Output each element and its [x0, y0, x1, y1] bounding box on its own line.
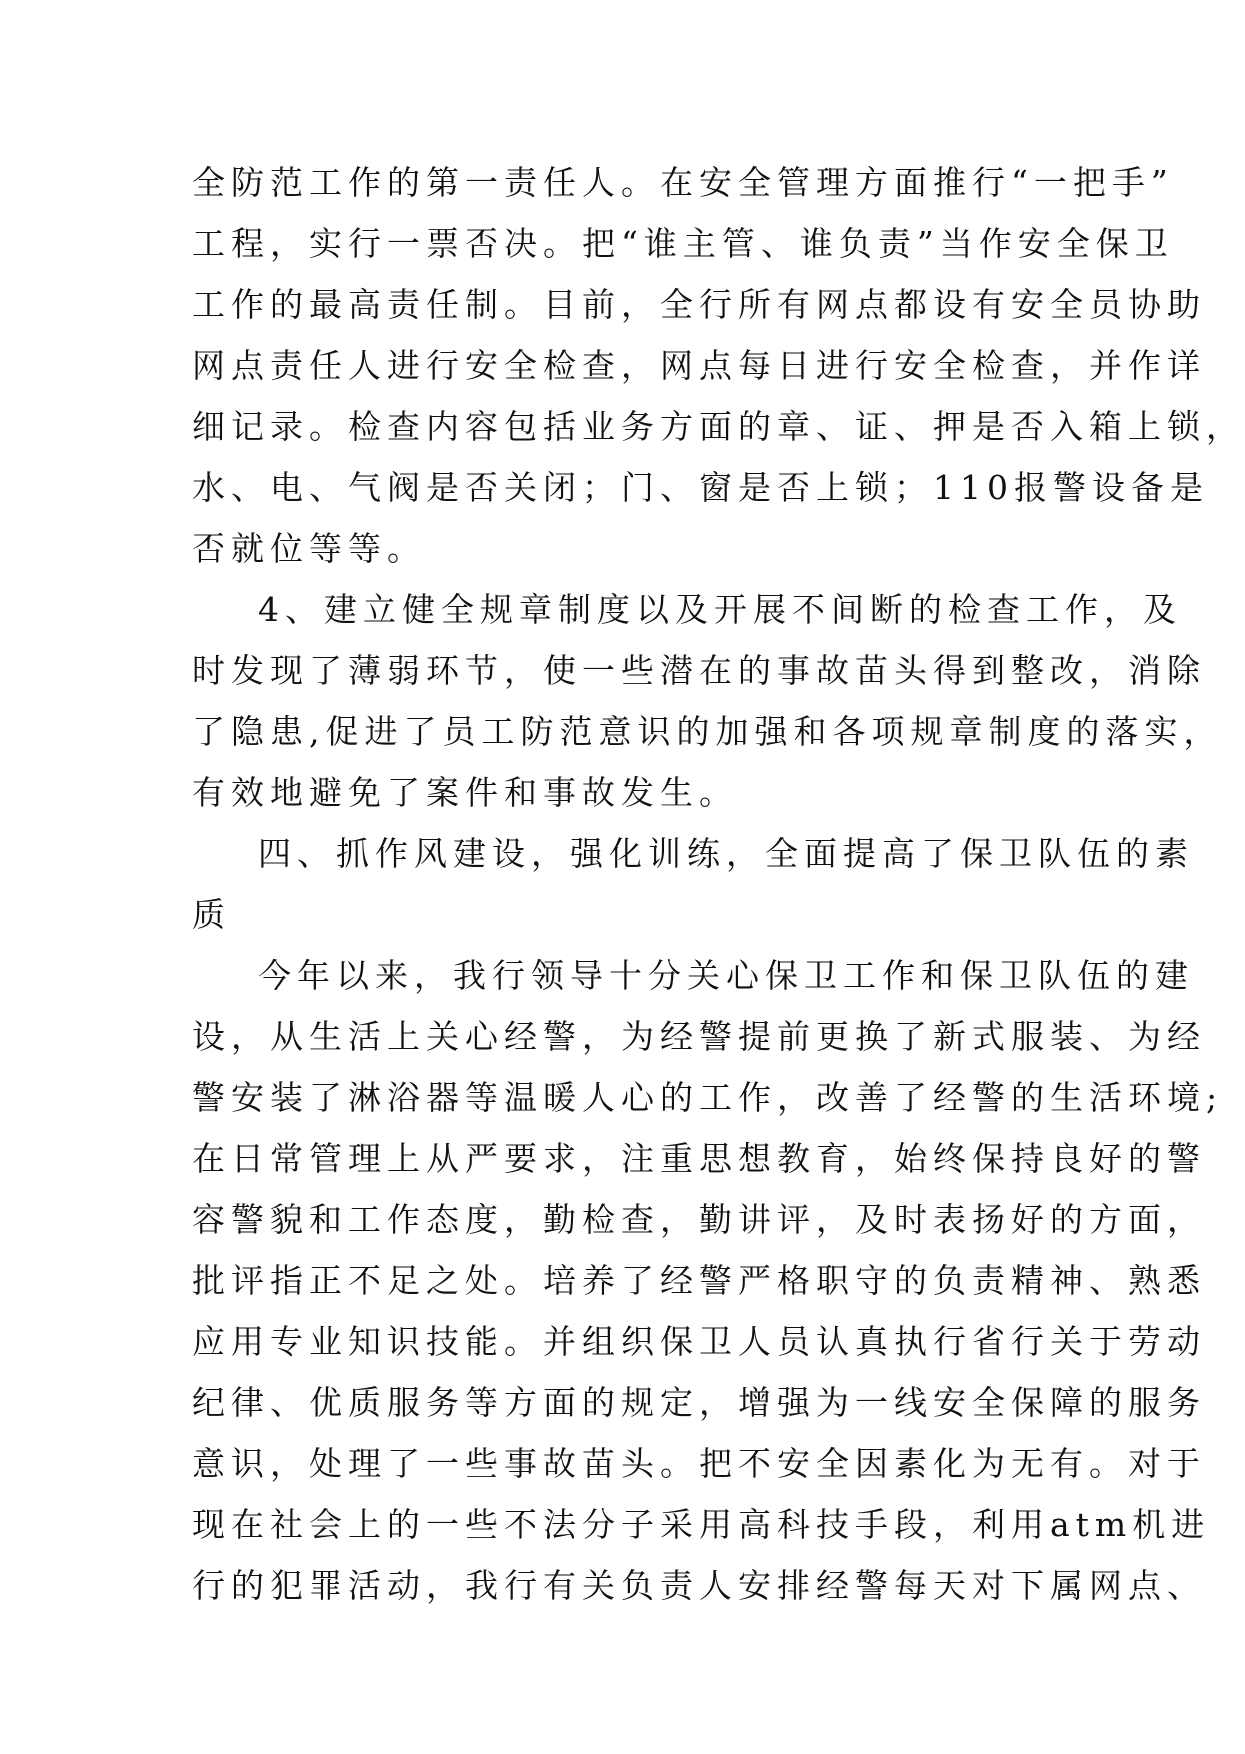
body-text	[192, 152, 1245, 1616]
text-line: 纪律、优质服务等方面的规定，增强为一线安全保障的服务	[192, 1383, 1206, 1422]
text-line: 网点责任人进行安全检查，网点每日进行安全检查，并作详	[192, 346, 1206, 385]
section-heading-line: 质	[192, 895, 231, 934]
text-line: 在日常管理上从严要求，注重思想教育，始终保持良好的警	[192, 1139, 1206, 1178]
text-line: 细记录。检查内容包括业务方面的章、证、押是否入箱上锁，	[192, 407, 1245, 446]
section-heading-line: 四、抓作风建设，强化训练，全面提高了保卫队伍的素	[258, 834, 1194, 873]
text-line: 有效地避免了案件和事故发生。	[192, 773, 738, 812]
text-line: 工作的最高责任制。目前，全行所有网点都设有安全员协助	[192, 285, 1206, 324]
text-line: 行的犯罪活动，我行有关负责人安排经警每天对下属网点、	[192, 1566, 1206, 1605]
paragraph-start-line: 4、建立健全规章制度以及开展不间断的检查工作，及	[258, 590, 1182, 629]
text-line: 工程，实行一票否决。把“谁主管、谁负责”当作安全保卫	[192, 224, 1174, 263]
text-line: 设，从生活上关心经警，为经警提前更换了新式服装、为经	[192, 1017, 1206, 1056]
text-line: 水、电、气阀是否关闭；门、窗是否上锁；110报警设备是	[192, 468, 1209, 507]
text-line: 应用专业知识技能。并组织保卫人员认真执行省行关于劳动	[192, 1322, 1206, 1361]
text-line: 全防范工作的第一责任人。在安全管理方面推行“一把手”	[192, 163, 1174, 202]
text-line: 警安装了淋浴器等温暖人心的工作，改善了经警的生活环境;	[192, 1078, 1224, 1117]
text-line: 容警貌和工作态度，勤检查，勤讲评，及时表扬好的方面，	[192, 1200, 1206, 1239]
text-line: 了隐患,促进了员工防范意识的加强和各项规章制度的落实，	[192, 712, 1223, 751]
text-line: 时发现了薄弱环节，使一些潜在的事故苗头得到整改，消除	[192, 651, 1206, 690]
text-line: 现在社会上的一些不法分子采用高科技手段，利用atm机进	[192, 1505, 1211, 1544]
text-line: 批评指正不足之处。培养了经警严格职守的负责精神、熟悉	[192, 1261, 1206, 1300]
paragraph-start-line: 今年以来，我行领导十分关心保卫工作和保卫队伍的建	[258, 956, 1194, 995]
text-line: 意识，处理了一些事故苗头。把不安全因素化为无有。对于	[192, 1444, 1206, 1483]
text-line: 否就位等等。	[192, 529, 426, 568]
